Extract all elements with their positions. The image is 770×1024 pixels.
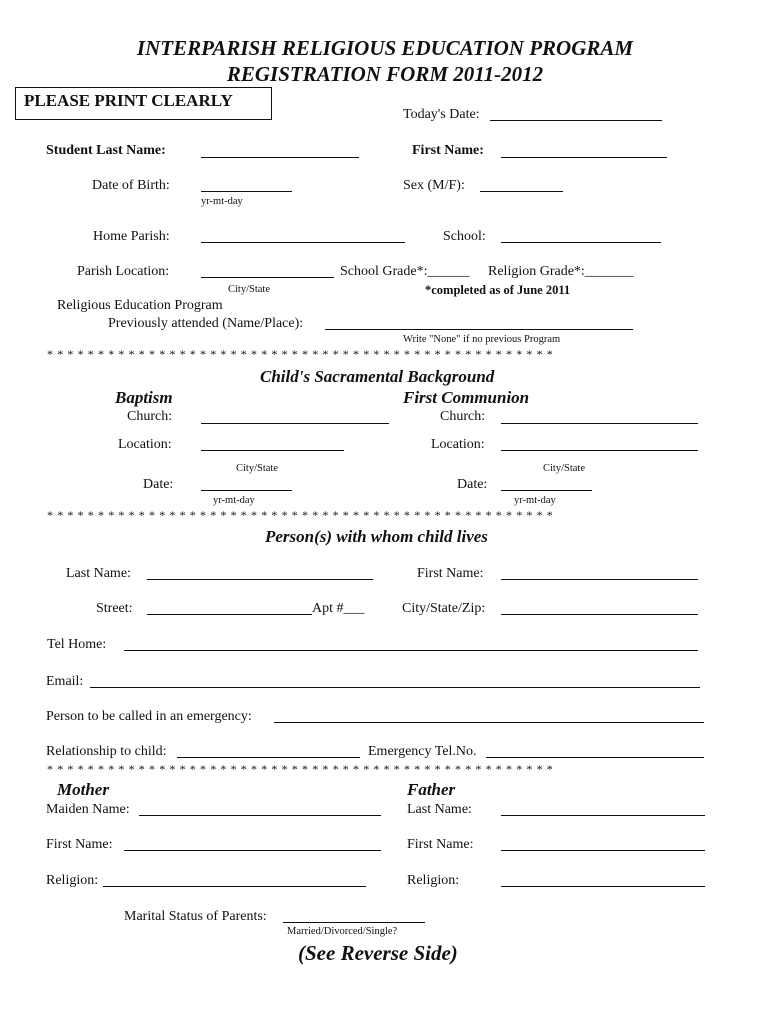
- sex-field[interactable]: [480, 191, 563, 192]
- first-communion-heading: First Communion: [403, 388, 530, 407]
- form-title-line1: INTERPARISH RELIGIOUS EDUCATION PROGRAM: [136, 36, 634, 60]
- communion-date-label: Date:: [457, 477, 488, 492]
- father-last-name-label: Last Name:: [407, 802, 472, 817]
- guardian-first-name-field[interactable]: [501, 579, 698, 580]
- communion-location-field[interactable]: [501, 450, 698, 451]
- apt-label: Apt #___: [312, 601, 365, 616]
- baptism-church-field[interactable]: [201, 423, 389, 424]
- tel-home-field[interactable]: [124, 650, 698, 651]
- guardian-heading: Person(s) with whom child lives: [265, 527, 488, 546]
- form-title-line2: REGISTRATION FORM 2011-2012: [226, 62, 544, 86]
- home-parish-label: Home Parish:: [93, 229, 170, 244]
- parish-location-label: Parish Location:: [77, 264, 170, 279]
- mother-heading: Mother: [57, 780, 109, 799]
- communion-location-label: Location:: [431, 437, 485, 452]
- dob-label: Date of Birth:: [92, 178, 170, 193]
- student-first-name-label: First Name:: [412, 143, 484, 158]
- mother-religion-field[interactable]: [103, 886, 366, 887]
- student-last-name-label: Student Last Name:: [46, 143, 166, 158]
- relationship-label: Relationship to child:: [46, 744, 167, 759]
- baptism-heading: Baptism: [115, 388, 173, 407]
- tel-home-label: Tel Home:: [47, 637, 107, 652]
- mother-religion-label: Religion:: [46, 873, 99, 888]
- mother-first-name-field[interactable]: [124, 850, 381, 851]
- baptism-date-field[interactable]: [201, 490, 292, 491]
- school-field[interactable]: [501, 242, 661, 243]
- guardian-last-name-label: Last Name:: [66, 566, 131, 581]
- student-last-name-field[interactable]: [201, 157, 359, 158]
- sacramental-heading: Child's Sacramental Background: [260, 367, 495, 386]
- baptism-church-label: Church:: [127, 409, 173, 424]
- email-label: Email:: [46, 674, 84, 689]
- marital-status-field[interactable]: [283, 922, 425, 923]
- prev-program-hint: Write "None" if no previous Program: [403, 334, 561, 345]
- sex-label: Sex (M/F):: [403, 178, 465, 193]
- see-reverse-note: (See Reverse Side): [298, 941, 458, 965]
- marital-status-label: Marital Status of Parents:: [124, 909, 267, 924]
- baptism-date-label: Date:: [143, 477, 174, 492]
- prev-program-label-2: Previously attended (Name/Place):: [108, 316, 304, 331]
- street-label: Street:: [96, 601, 133, 616]
- father-religion-label: Religion:: [407, 873, 460, 888]
- school-grade-label: School Grade*:______: [340, 264, 470, 279]
- city-zip-field[interactable]: [501, 614, 698, 615]
- grade-completed-note: *completed as of June 2011: [425, 283, 571, 297]
- baptism-date-hint: yr-mt-day: [213, 495, 255, 506]
- city-zip-label: City/State/Zip:: [402, 601, 486, 616]
- separator-2: **************************************************: [47, 508, 557, 522]
- todays-date-label: Today's Date:: [403, 107, 480, 122]
- parish-location-hint: City/State: [228, 284, 270, 295]
- father-first-name-label: First Name:: [407, 837, 474, 852]
- dob-hint: yr-mt-day: [201, 196, 243, 207]
- baptism-location-field[interactable]: [201, 450, 344, 451]
- mother-maiden-name-field[interactable]: [139, 815, 381, 816]
- marital-status-hint: Married/Divorced/Single?: [287, 926, 398, 937]
- communion-date-field[interactable]: [501, 490, 592, 491]
- father-first-name-field[interactable]: [501, 850, 705, 851]
- guardian-last-name-field[interactable]: [147, 579, 373, 580]
- prev-program-label-1: Religious Education Program: [57, 298, 223, 313]
- student-first-name-field[interactable]: [501, 157, 667, 158]
- emergency-person-label: Person to be called in an emergency:: [46, 709, 252, 724]
- mother-maiden-name-label: Maiden Name:: [46, 802, 130, 817]
- emergency-tel-label: Emergency Tel.No.: [368, 744, 477, 759]
- parish-location-field[interactable]: [201, 277, 334, 278]
- emergency-person-field[interactable]: [274, 722, 704, 723]
- father-religion-field[interactable]: [501, 886, 705, 887]
- communion-date-hint: yr-mt-day: [514, 495, 556, 506]
- email-field[interactable]: [90, 687, 700, 688]
- dob-field[interactable]: [201, 191, 292, 192]
- todays-date-field[interactable]: [490, 120, 662, 121]
- mother-first-name-label: First Name:: [46, 837, 113, 852]
- communion-location-hint: City/State: [543, 463, 585, 474]
- prev-program-field[interactable]: [325, 329, 633, 330]
- relationship-field[interactable]: [177, 757, 360, 758]
- print-clearly-notice: PLEASE PRINT CLEARLY: [15, 87, 272, 120]
- guardian-first-name-label: First Name:: [417, 566, 484, 581]
- school-label: School:: [443, 229, 486, 244]
- father-heading: Father: [407, 780, 456, 799]
- communion-church-label: Church:: [440, 409, 486, 424]
- separator-1: **************************************************: [47, 347, 557, 361]
- emergency-tel-field[interactable]: [486, 757, 704, 758]
- separator-3: **************************************************: [47, 762, 557, 776]
- street-field[interactable]: [147, 614, 312, 615]
- communion-church-field[interactable]: [501, 423, 698, 424]
- religion-grade-label: Religion Grade*:_______: [488, 264, 634, 279]
- father-last-name-field[interactable]: [501, 815, 705, 816]
- baptism-location-hint: City/State: [236, 463, 278, 474]
- home-parish-field[interactable]: [201, 242, 405, 243]
- baptism-location-label: Location:: [118, 437, 172, 452]
